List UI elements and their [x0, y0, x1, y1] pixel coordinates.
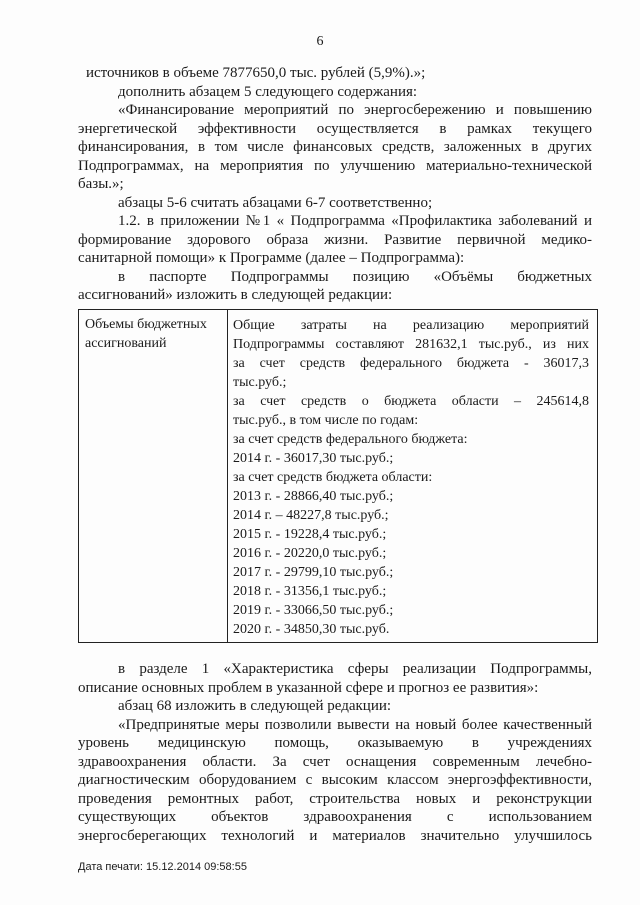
- text-line: в разделе 1 «Характеристика сферы реализации Подпрограммы,: [118, 661, 592, 677]
- text-line: абзацы 5-6 считать абзацами 6-7 соответственно;: [118, 194, 433, 211]
- table-content-line: за счет средств бюджета области:: [233, 470, 433, 485]
- table-label-cell: [85, 316, 207, 353]
- text-line: абзац 68 изложить в следующей редакции:: [118, 698, 392, 714]
- table-content-line: Общие затраты на реализацию мероприятий: [233, 318, 589, 333]
- text-line: уровень медицинскую помощь, оказываемую в учреждениях: [78, 735, 592, 751]
- text-line: санитарной помощи» к Программе (далее – Подпрограмма):: [78, 250, 465, 266]
- table-content-line: 2015 г. - 19228,4 тыс.руб.;: [233, 527, 387, 542]
- table-content-cell: [233, 316, 589, 639]
- text-line: базы.»;: [78, 176, 124, 192]
- text-line: дополнить абзацем 5 следующего содержания:: [118, 83, 418, 100]
- table-content-line: тыс.руб.;: [233, 375, 287, 390]
- text-line: энергетической эффективности осуществляется в рамках текущего: [78, 120, 592, 137]
- text-line: существующих объектов здравоохранения с использованием: [78, 809, 592, 825]
- text-line: финансирования, в том числе финансовых средств, заложенных в других: [78, 139, 592, 155]
- table-content-line: за счет средств федерального бюджета - 36017,3: [233, 356, 589, 371]
- table-label-line: ассигнований: [85, 335, 167, 351]
- table-content-line: 2014 г. – 48227,8 тыс.руб.;: [233, 508, 389, 523]
- text-line: источников в объеме 7877650,0 тыс. рублей (5,9%).»;: [86, 65, 426, 81]
- page-number: 6: [316, 34, 324, 49]
- text-line: диагностическим оборудованием с высоким классом энергоэффективности,: [78, 772, 592, 788]
- text-line: ассигнований» изложить в следующей редакции:: [78, 287, 393, 303]
- text-line: в паспорте Подпрограммы позицию «Объёмы бюджетных: [118, 268, 592, 285]
- table-column-divider: [227, 310, 228, 642]
- budget-table: [78, 309, 598, 643]
- text-line: Подпрограммах, на мероприятия по улучшению материально-технической: [78, 157, 592, 174]
- table-content-line: 2020 г. - 34850,30 тыс.руб.: [233, 622, 390, 637]
- bottom-paragraph: [78, 660, 592, 845]
- text-line: «Предпринятые меры позволили вывести на новый более качественный: [118, 716, 592, 733]
- table-label-line: Объемы бюджетных: [85, 317, 207, 332]
- table-content-line: 2014 г. - 36017,30 тыс.руб.;: [233, 451, 394, 466]
- table-content-line: Подпрограммы составляют 281632,1 тыс.руб., из них: [233, 337, 589, 352]
- print-date-footer: Дата печати: 15.12.2014 09:58:55: [78, 861, 247, 873]
- text-line: 1.2. в приложении №1 « Подпрограмма «Профилактика заболеваний и: [118, 213, 592, 229]
- table-content-line: 2016 г. - 20220,0 тыс.руб.;: [233, 546, 387, 561]
- text-line: описание основных проблем в указанной сфере и прогноз ее развития»:: [78, 679, 539, 696]
- text-line: проведения ремонтных работ, строительства новых и реконструкции: [78, 790, 592, 807]
- table-content-line: 2019 г. - 33066,50 тыс.руб.;: [233, 603, 394, 618]
- table-content-line: за счет средств о бюджета области – 245614,8: [233, 394, 589, 409]
- table-content-line: тыс.руб., в том числе по годам:: [233, 413, 419, 428]
- table-content-line: за счет средств федерального бюджета:: [233, 432, 468, 447]
- table-content-line: 2018 г. - 31356,1 тыс.руб.;: [233, 584, 387, 599]
- text-line: энергосберегающих технологий и материалов значительно улучшилось: [78, 827, 592, 844]
- table-content-line: 2017 г. - 29799,10 тыс.руб.;: [233, 565, 394, 580]
- table-content-line: 2013 г. - 28866,40 тыс.руб.;: [233, 489, 394, 504]
- text-line: «Финансирование мероприятий по энергосбережению и повышению: [118, 102, 592, 118]
- text-line: здравоохранения области. За счет оснащения современным лечебно-: [78, 753, 592, 770]
- text-line: формирование здорового образа жизни. Развитие первичной медико-: [78, 231, 592, 248]
- top-paragraph: [78, 64, 592, 305]
